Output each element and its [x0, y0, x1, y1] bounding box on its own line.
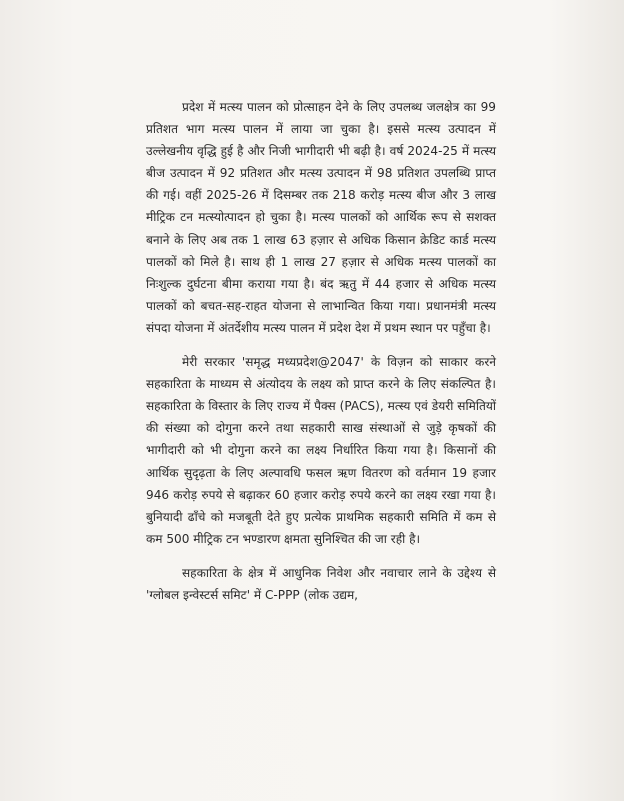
document-body: [146, 96, 496, 606]
paragraph-cooperative-vision: मेरी सरकार 'समृद्ध मध्यप्रदेश@2047' के विज़न को साकार करने सहकारिता के माध्यम से अंत्योदय के लक्ष्य को प्राप्त करने के लिए संकल्पित है। सहकारिता के विस्तार के लिए राज्य में पैक्स (PACS), मत्स्य एवं डेयरी समितियों की संख्या को दोगुना करने तथा सहकारी साख संस्थाओं से जुड़े कृषकों की भागीदारी को भी दोगुना करने का लक्ष्य निर्धारित किया गया है। किसानों की आर्थिक सुदृढ़ता के लिए अल्पावधि फसल ऋण वितरण को वर्तमान 19 हजार 946 करोड़ रुपये से बढ़ाकर 60 हजार करोड़ रुपये करने का लक्ष्य रखा गया है। बुनियादी ढाँचे को मजबूती देते हुए प्रत्येक प्राथमिक सहकारी समिति में कम से कम 500 मीट्रिक टन भण्डारण क्षमता सुनिश्चित की जा रही है।: [146, 355, 496, 546]
paragraph-investment: सहकारिता के क्षेत्र में आधुनिक निवेश और नवाचार लाने के उद्देश्य से 'ग्लोबल इन्वेस्टर्स समिट' में C-PPP (लोक उद्यम,: [146, 565, 496, 602]
paragraph-fisheries: प्रदेश में मत्स्य पालन को प्रोत्साहन देने के लिए उपलब्ध जलक्षेत्र का 99 प्रतिशत भाग मत्स्य पालन में लाया जा चुका है। इससे मत्स्य उत्पादन में उल्लेखनीय वृद्धि हुई है और निजी भागीदारी भी बढ़ी है। वर्ष 2024-25 में मत्स्य बीज उत्पादन में 92 प्रतिशत और मत्स्य उत्पादन में 98 प्रतिशत उपलब्धि प्राप्त की गई। वहीं 2025-26 में दिसम्बर तक 218 करोड़ मत्स्य बीज और 3 लाख मीट्रिक टन मत्स्योत्पादन हो चुका है। मत्स्य पालकों को आर्थिक रूप से सशक्त बनाने के लिए अब तक 1 लाख 63 हज़ार से अधिक किसान क्रेडिट कार्ड मत्स्य पालकों को मिले है। साथ ही 1 लाख 27 हज़ार से अधिक मत्स्य पालकों का निःशुल्क दुर्घटना बीमा कराया गया है। बंद ऋतु में 44 हजार से अधिक मत्स्य पालकों को बचत-सह-राहत योजना से लाभान्वित किया गया। प्रधानमंत्री मत्स्य संपदा योजना में अंतर्देशीय मत्स्य पालन में प्रदेश देश में प्रथम स्थान पर पहुँचा है।: [146, 100, 496, 335]
